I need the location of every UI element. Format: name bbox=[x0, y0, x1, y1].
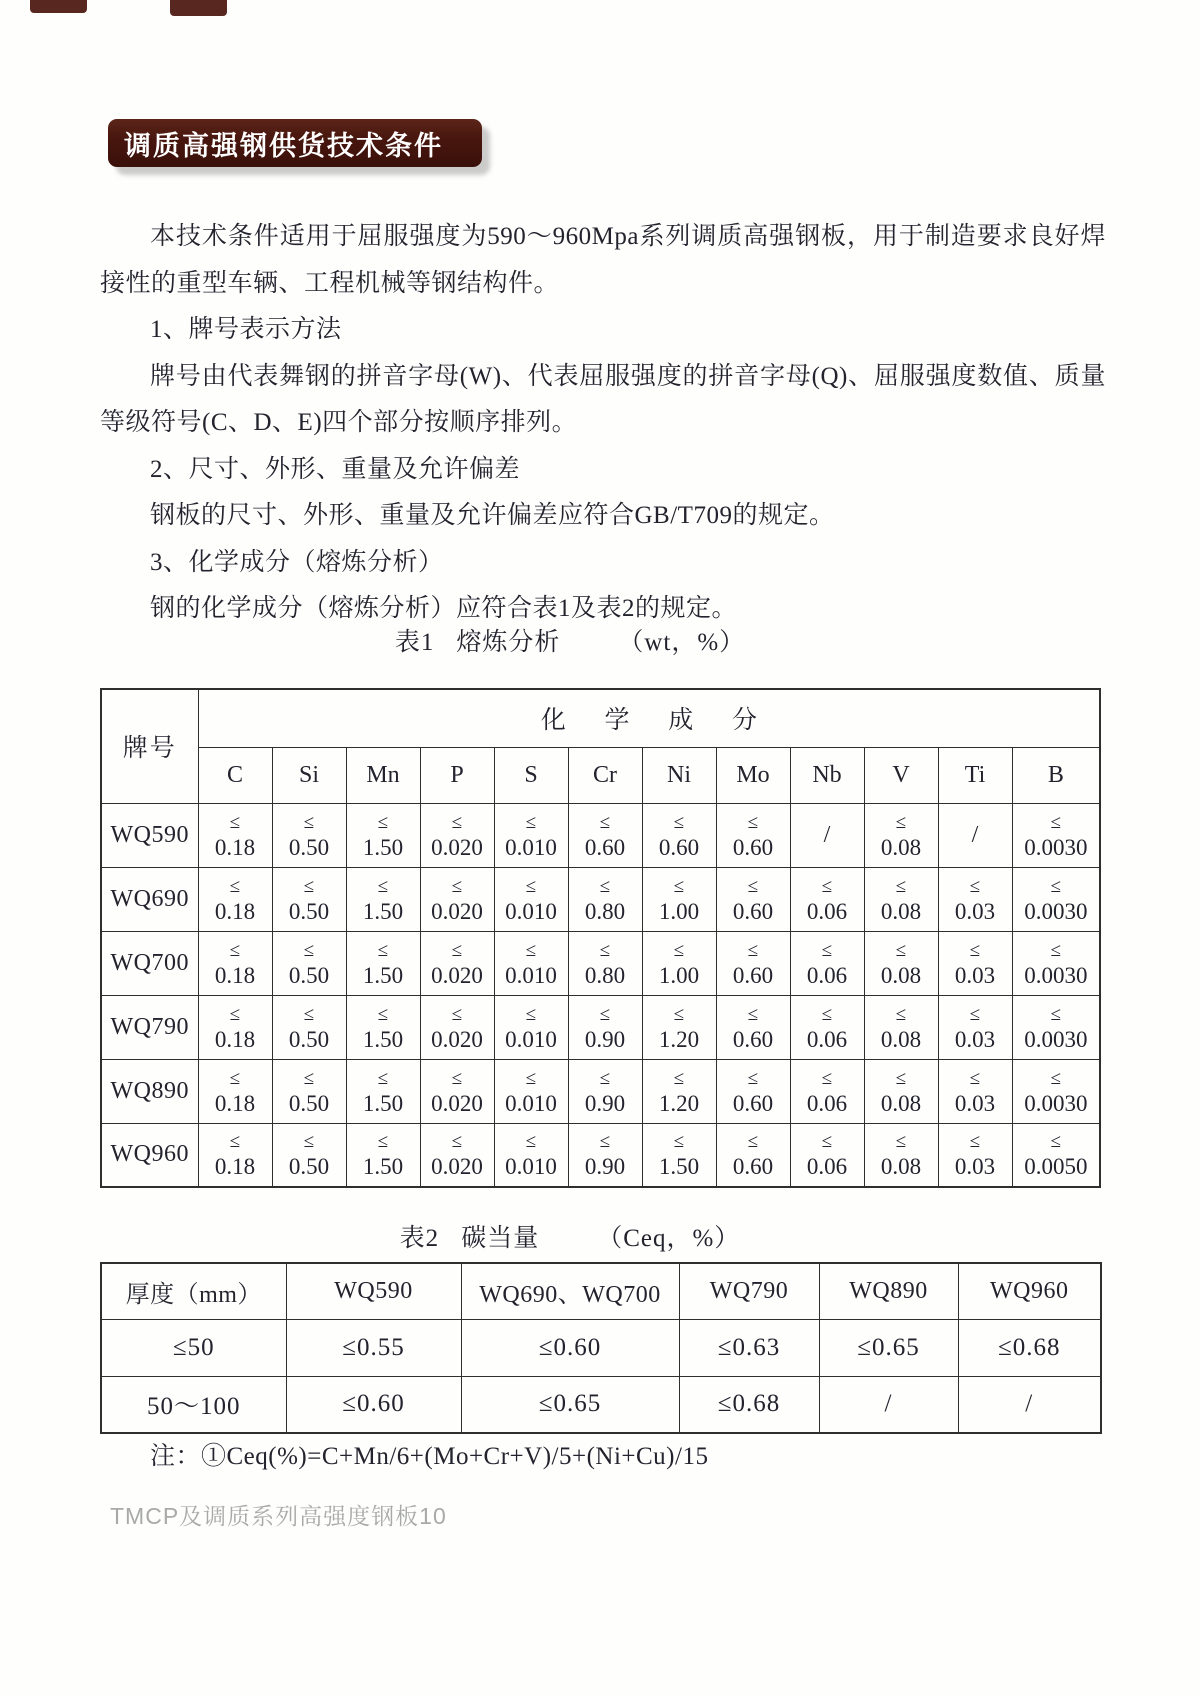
limit-value: 0.60 bbox=[732, 898, 774, 924]
table1-grade-column-header: 牌号 bbox=[101, 689, 198, 803]
value-cell: / bbox=[819, 1376, 958, 1433]
value-cell bbox=[272, 931, 346, 995]
value-cell bbox=[642, 867, 716, 931]
table1-caption-unit: （wt，%） bbox=[618, 629, 746, 656]
table1-column-header-V: V bbox=[864, 747, 938, 803]
value-cell bbox=[568, 1059, 642, 1123]
value-cell bbox=[198, 1059, 272, 1123]
paragraph-7: 钢的化学成分（熔炼分析）应符合表1及表2的规定。 bbox=[150, 595, 738, 622]
value-cell bbox=[494, 803, 568, 867]
limit-value: 0.0030 bbox=[1024, 898, 1088, 924]
less-equal-symbol: ≤ bbox=[599, 939, 611, 961]
limit-value: 0.60 bbox=[658, 834, 700, 860]
table1-caption-label: 表1 bbox=[394, 629, 435, 656]
value-cell bbox=[790, 931, 864, 995]
value-cell bbox=[716, 995, 790, 1059]
less-equal-symbol: ≤ bbox=[821, 875, 833, 897]
value-cell bbox=[272, 803, 346, 867]
table1-row-WQ690 bbox=[101, 867, 1100, 931]
table2-caption bbox=[100, 1218, 1100, 1254]
limit-value: 0.08 bbox=[880, 1026, 922, 1052]
less-equal-symbol: ≤ bbox=[451, 1067, 463, 1089]
less-equal-symbol: ≤ bbox=[525, 939, 537, 961]
value-cell bbox=[568, 931, 642, 995]
less-equal-symbol: ≤ bbox=[599, 811, 611, 833]
limit-value: 0.06 bbox=[806, 1090, 848, 1116]
table2-header-row bbox=[101, 1263, 1101, 1319]
table1-column-header-Ni: Ni bbox=[642, 747, 716, 803]
limit-value: 0.80 bbox=[584, 962, 626, 988]
limit-value: 0.010 bbox=[505, 1090, 557, 1116]
limit-value: 0.06 bbox=[806, 1026, 848, 1052]
less-equal-symbol: ≤ bbox=[747, 811, 759, 833]
table1-group-header: 化学成分 bbox=[198, 689, 1100, 747]
limit-value: 1.20 bbox=[658, 1090, 700, 1116]
limit-value: 0.08 bbox=[880, 962, 922, 988]
section-header-title: 调质高强钢供货技术条件 bbox=[124, 130, 443, 161]
less-equal-symbol: ≤ bbox=[229, 811, 241, 833]
less-equal-symbol: ≤ bbox=[451, 1003, 463, 1025]
less-equal-symbol: ≤ bbox=[1050, 1067, 1062, 1089]
value-cell: ≤0.65 bbox=[461, 1376, 679, 1433]
value-cell bbox=[642, 931, 716, 995]
table1-column-header-Si: Si bbox=[272, 747, 346, 803]
value-cell bbox=[198, 931, 272, 995]
value-cell bbox=[716, 1059, 790, 1123]
less-equal-symbol: ≤ bbox=[673, 939, 685, 961]
value-cell bbox=[938, 1059, 1012, 1123]
less-equal-symbol: ≤ bbox=[895, 875, 907, 897]
less-equal-symbol: ≤ bbox=[747, 939, 759, 961]
less-equal-symbol: ≤ bbox=[895, 1131, 907, 1153]
less-equal-symbol: ≤ bbox=[673, 1003, 685, 1025]
limit-value: 0.0030 bbox=[1024, 962, 1088, 988]
carbon-equivalent-table bbox=[100, 1262, 1102, 1434]
less-equal-symbol: ≤ bbox=[377, 1003, 389, 1025]
value-cell bbox=[346, 803, 420, 867]
table1-column-header-S: S bbox=[494, 747, 568, 803]
less-equal-symbol: ≤ bbox=[895, 811, 907, 833]
value-cell bbox=[420, 995, 494, 1059]
value-cell bbox=[716, 931, 790, 995]
less-equal-symbol: ≤ bbox=[303, 875, 315, 897]
paragraph-1: 本技术条件适用于屈服强度为590～960Mpa系列调质高强钢板，用于制造要求良好焊接性的重型车辆、工程机械等钢结构件。 bbox=[100, 223, 1106, 297]
limit-value: 0.020 bbox=[431, 962, 483, 988]
less-equal-symbol: ≤ bbox=[377, 875, 389, 897]
limit-value: 0.08 bbox=[880, 1154, 922, 1180]
value-cell: ≤0.60 bbox=[461, 1319, 679, 1376]
value-cell: ≤0.65 bbox=[819, 1319, 958, 1376]
less-equal-symbol: ≤ bbox=[451, 939, 463, 961]
limit-value: 0.010 bbox=[505, 898, 557, 924]
table1-column-header-Mo: Mo bbox=[716, 747, 790, 803]
table2-column-header: WQ690、WQ700 bbox=[461, 1263, 679, 1319]
value-cell bbox=[420, 1059, 494, 1123]
less-equal-symbol: ≤ bbox=[747, 1067, 759, 1089]
value-cell bbox=[346, 867, 420, 931]
table1-caption-title: 熔炼分析 bbox=[456, 629, 561, 656]
value-cell: / bbox=[958, 1376, 1101, 1433]
value-cell bbox=[494, 931, 568, 995]
limit-value: 0.18 bbox=[214, 834, 256, 860]
limit-value: 0.06 bbox=[806, 898, 848, 924]
value-cell bbox=[568, 1123, 642, 1187]
table1-row-WQ590 bbox=[101, 803, 1100, 867]
value-cell bbox=[1012, 1123, 1100, 1187]
value-cell bbox=[790, 995, 864, 1059]
footnote: 注：①Ceq(%)=C+Mn/6+(Mo+Cr+V)/5+(Ni+Cu)/15 bbox=[150, 1443, 709, 1470]
value-cell bbox=[790, 1123, 864, 1187]
paragraph-4: 2、尺寸、外形、重量及允许偏差 bbox=[150, 455, 521, 483]
value-cell bbox=[272, 1059, 346, 1123]
table2-column-header: WQ890 bbox=[819, 1263, 958, 1319]
limit-value: 1.50 bbox=[362, 962, 404, 988]
value-cell bbox=[716, 1123, 790, 1187]
limit-value: 0.020 bbox=[431, 1026, 483, 1052]
limit-value: 0.90 bbox=[584, 1090, 626, 1116]
limit-value: 0.06 bbox=[806, 1154, 848, 1180]
table1-row-WQ890 bbox=[101, 1059, 1100, 1123]
value-cell bbox=[1012, 867, 1100, 931]
less-equal-symbol: ≤ bbox=[525, 1067, 537, 1089]
value-cell bbox=[642, 1059, 716, 1123]
limit-value: 0.50 bbox=[288, 1154, 330, 1180]
body-text bbox=[100, 214, 1106, 633]
limit-value: 0.08 bbox=[880, 1090, 922, 1116]
grade-cell: WQ690 bbox=[101, 867, 198, 931]
value-cell bbox=[272, 867, 346, 931]
less-equal-symbol: ≤ bbox=[895, 1003, 907, 1025]
less-equal-symbol: ≤ bbox=[377, 939, 389, 961]
value-cell bbox=[642, 1123, 716, 1187]
value-cell bbox=[494, 867, 568, 931]
less-equal-symbol: ≤ bbox=[969, 939, 981, 961]
less-equal-symbol: ≤ bbox=[821, 1003, 833, 1025]
value-cell bbox=[864, 931, 938, 995]
value-cell bbox=[642, 803, 716, 867]
less-equal-symbol: ≤ bbox=[673, 1067, 685, 1089]
less-equal-symbol: ≤ bbox=[895, 1067, 907, 1089]
table2-caption-title: 碳当量 bbox=[461, 1225, 540, 1252]
value-cell bbox=[346, 1123, 420, 1187]
grade-cell: WQ890 bbox=[101, 1059, 198, 1123]
limit-value: 1.20 bbox=[658, 1026, 700, 1052]
table1-caption bbox=[100, 622, 1100, 658]
table1-group-header-row bbox=[101, 689, 1100, 747]
table1-row-WQ700 bbox=[101, 931, 1100, 995]
value-cell bbox=[420, 803, 494, 867]
paragraph-2: 1、牌号表示方法 bbox=[150, 316, 342, 343]
less-equal-symbol: ≤ bbox=[229, 875, 241, 897]
table2-caption-unit: （Ceq，%） bbox=[597, 1225, 741, 1252]
value-cell bbox=[864, 1123, 938, 1187]
value-cell bbox=[568, 803, 642, 867]
value-cell bbox=[272, 995, 346, 1059]
limit-value: 1.50 bbox=[658, 1154, 700, 1180]
less-equal-symbol: ≤ bbox=[969, 1003, 981, 1025]
value-cell: ≤0.63 bbox=[679, 1319, 819, 1376]
table1-column-header-B: B bbox=[1012, 747, 1100, 803]
paragraph-5: 钢板的尺寸、外形、重量及允许偏差应符合GB/T709的规定。 bbox=[150, 502, 835, 529]
limit-value: 0.50 bbox=[288, 898, 330, 924]
value-cell bbox=[864, 995, 938, 1059]
value-cell bbox=[420, 867, 494, 931]
limit-value: 0.010 bbox=[505, 834, 557, 860]
limit-value: 0.08 bbox=[880, 898, 922, 924]
less-equal-symbol: ≤ bbox=[303, 1131, 315, 1153]
less-equal-symbol: ≤ bbox=[821, 1067, 833, 1089]
limit-value: 0.020 bbox=[431, 1154, 483, 1180]
value-cell bbox=[346, 1059, 420, 1123]
value-cell bbox=[494, 1123, 568, 1187]
value-cell bbox=[494, 1059, 568, 1123]
grade-cell: WQ700 bbox=[101, 931, 198, 995]
limit-value: 0.18 bbox=[214, 962, 256, 988]
value-cell bbox=[198, 867, 272, 931]
less-equal-symbol: ≤ bbox=[229, 1131, 241, 1153]
less-equal-symbol: ≤ bbox=[673, 875, 685, 897]
limit-value: 0.010 bbox=[505, 1154, 557, 1180]
limit-value: 0.90 bbox=[584, 1026, 626, 1052]
value-cell bbox=[938, 931, 1012, 995]
limit-value: 0.60 bbox=[732, 834, 774, 860]
value-cell bbox=[790, 867, 864, 931]
less-equal-symbol: ≤ bbox=[525, 1131, 537, 1153]
value-cell bbox=[938, 995, 1012, 1059]
value-cell: ≤0.60 bbox=[286, 1376, 461, 1433]
value-cell: ≤0.55 bbox=[286, 1319, 461, 1376]
scan-artifact-mark bbox=[170, 0, 227, 16]
limit-value: 0.03 bbox=[954, 1154, 996, 1180]
table1-row-WQ790 bbox=[101, 995, 1100, 1059]
value-cell bbox=[864, 1059, 938, 1123]
table1-column-header-C: C bbox=[198, 747, 272, 803]
less-equal-symbol: ≤ bbox=[969, 1067, 981, 1089]
limit-value: 0.020 bbox=[431, 1090, 483, 1116]
limit-value: 0.90 bbox=[584, 1154, 626, 1180]
less-equal-symbol: ≤ bbox=[451, 1131, 463, 1153]
table2-column-header: 厚度（mm） bbox=[101, 1263, 286, 1319]
less-equal-symbol: ≤ bbox=[377, 811, 389, 833]
limit-value: 0.020 bbox=[431, 898, 483, 924]
value-cell bbox=[568, 867, 642, 931]
less-equal-symbol: ≤ bbox=[895, 939, 907, 961]
grade-cell: WQ960 bbox=[101, 1123, 198, 1187]
value-cell bbox=[346, 931, 420, 995]
section-header-badge bbox=[108, 119, 482, 167]
less-equal-symbol: ≤ bbox=[821, 939, 833, 961]
table2-row-2 bbox=[101, 1376, 1101, 1433]
value-cell: ≤50 bbox=[101, 1319, 286, 1376]
less-equal-symbol: ≤ bbox=[229, 939, 241, 961]
table1-row-WQ960 bbox=[101, 1123, 1100, 1187]
value-cell: ≤0.68 bbox=[958, 1319, 1101, 1376]
less-equal-symbol: ≤ bbox=[969, 875, 981, 897]
limit-value: 0.50 bbox=[288, 1026, 330, 1052]
table1-column-header-Ti: Ti bbox=[938, 747, 1012, 803]
limit-value: 0.80 bbox=[584, 898, 626, 924]
value-cell bbox=[1012, 931, 1100, 995]
limit-value: 0.010 bbox=[505, 1026, 557, 1052]
limit-value: 0.06 bbox=[806, 962, 848, 988]
limit-value: 0.60 bbox=[584, 834, 626, 860]
table1-column-header-Cr: Cr bbox=[568, 747, 642, 803]
paragraph-3: 牌号由代表舞钢的拼音字母(W)、代表屈服强度的拼音字母(Q)、屈服强度数值、质量等级符号(C、D、E)四个部分按顺序排列。 bbox=[100, 362, 1106, 436]
less-equal-symbol: ≤ bbox=[1050, 811, 1062, 833]
value-cell bbox=[938, 867, 1012, 931]
value-cell bbox=[864, 867, 938, 931]
value-cell bbox=[198, 803, 272, 867]
limit-value: 0.50 bbox=[288, 834, 330, 860]
limit-value: 0.010 bbox=[505, 962, 557, 988]
limit-value: 0.0030 bbox=[1024, 1026, 1088, 1052]
less-equal-symbol: ≤ bbox=[1050, 1003, 1062, 1025]
value-cell bbox=[1012, 995, 1100, 1059]
less-equal-symbol: ≤ bbox=[525, 1003, 537, 1025]
less-equal-symbol: ≤ bbox=[747, 1131, 759, 1153]
less-equal-symbol: ≤ bbox=[747, 1003, 759, 1025]
value-cell: / bbox=[790, 803, 864, 867]
limit-value: 0.08 bbox=[880, 834, 922, 860]
value-cell bbox=[346, 995, 420, 1059]
limit-value: 1.50 bbox=[362, 1090, 404, 1116]
limit-value: 1.00 bbox=[658, 962, 700, 988]
less-equal-symbol: ≤ bbox=[599, 1131, 611, 1153]
limit-value: 0.50 bbox=[288, 962, 330, 988]
less-equal-symbol: ≤ bbox=[673, 811, 685, 833]
value-cell bbox=[420, 1123, 494, 1187]
less-equal-symbol: ≤ bbox=[303, 939, 315, 961]
table1-column-header-P: P bbox=[420, 747, 494, 803]
value-cell bbox=[420, 931, 494, 995]
value-cell bbox=[494, 995, 568, 1059]
table2-column-header: WQ790 bbox=[679, 1263, 819, 1319]
less-equal-symbol: ≤ bbox=[599, 875, 611, 897]
value-cell: / bbox=[938, 803, 1012, 867]
value-cell bbox=[198, 1123, 272, 1187]
table1-element-header-row bbox=[101, 747, 1100, 803]
less-equal-symbol: ≤ bbox=[229, 1067, 241, 1089]
value-cell bbox=[716, 867, 790, 931]
table2-column-header: WQ590 bbox=[286, 1263, 461, 1319]
value-cell bbox=[790, 1059, 864, 1123]
limit-value: 1.50 bbox=[362, 1026, 404, 1052]
table1-column-header-Nb: Nb bbox=[790, 747, 864, 803]
page-footer: TMCP及调质系列高强度钢板10 bbox=[110, 1503, 447, 1529]
limit-value: 0.60 bbox=[732, 1090, 774, 1116]
limit-value: 1.50 bbox=[362, 898, 404, 924]
limit-value: 0.0050 bbox=[1024, 1154, 1088, 1180]
less-equal-symbol: ≤ bbox=[599, 1067, 611, 1089]
less-equal-symbol: ≤ bbox=[1050, 1131, 1062, 1153]
less-equal-symbol: ≤ bbox=[451, 811, 463, 833]
value-cell: ≤0.68 bbox=[679, 1376, 819, 1433]
less-equal-symbol: ≤ bbox=[1050, 875, 1062, 897]
limit-value: 1.00 bbox=[658, 898, 700, 924]
value-cell bbox=[642, 995, 716, 1059]
limit-value: 0.60 bbox=[732, 1026, 774, 1052]
limit-value: 0.020 bbox=[431, 834, 483, 860]
limit-value: 0.03 bbox=[954, 1090, 996, 1116]
limit-value: 0.03 bbox=[954, 962, 996, 988]
table2-column-header: WQ960 bbox=[958, 1263, 1101, 1319]
value-cell bbox=[1012, 803, 1100, 867]
grade-cell: WQ790 bbox=[101, 995, 198, 1059]
value-cell bbox=[568, 995, 642, 1059]
less-equal-symbol: ≤ bbox=[303, 811, 315, 833]
paragraph-6: 3、化学成分（熔炼分析） bbox=[150, 548, 444, 576]
less-equal-symbol: ≤ bbox=[303, 1067, 315, 1089]
limit-value: 0.18 bbox=[214, 1026, 256, 1052]
limit-value: 0.03 bbox=[954, 898, 996, 924]
value-cell bbox=[938, 1123, 1012, 1187]
less-equal-symbol: ≤ bbox=[377, 1067, 389, 1089]
less-equal-symbol: ≤ bbox=[821, 1131, 833, 1153]
less-equal-symbol: ≤ bbox=[969, 1131, 981, 1153]
limit-value: 0.18 bbox=[214, 1154, 256, 1180]
grade-cell: WQ590 bbox=[101, 803, 198, 867]
limit-value: 0.18 bbox=[214, 898, 256, 924]
limit-value: 0.60 bbox=[732, 962, 774, 988]
less-equal-symbol: ≤ bbox=[525, 811, 537, 833]
limit-value: 0.50 bbox=[288, 1090, 330, 1116]
table2-caption-label: 表2 bbox=[399, 1225, 440, 1252]
less-equal-symbol: ≤ bbox=[673, 1131, 685, 1153]
less-equal-symbol: ≤ bbox=[377, 1131, 389, 1153]
value-cell bbox=[716, 803, 790, 867]
value-cell bbox=[864, 803, 938, 867]
less-equal-symbol: ≤ bbox=[451, 875, 463, 897]
less-equal-symbol: ≤ bbox=[599, 1003, 611, 1025]
value-cell bbox=[198, 995, 272, 1059]
less-equal-symbol: ≤ bbox=[303, 1003, 315, 1025]
table2-row-1 bbox=[101, 1319, 1101, 1376]
value-cell bbox=[272, 1123, 346, 1187]
scan-artifact-mark bbox=[30, 0, 87, 13]
limit-value: 0.18 bbox=[214, 1090, 256, 1116]
less-equal-symbol: ≤ bbox=[525, 875, 537, 897]
limit-value: 0.0030 bbox=[1024, 1090, 1088, 1116]
value-cell bbox=[1012, 1059, 1100, 1123]
limit-value: 0.03 bbox=[954, 1026, 996, 1052]
limit-value: 1.50 bbox=[362, 1154, 404, 1180]
less-equal-symbol: ≤ bbox=[747, 875, 759, 897]
limit-value: 0.0030 bbox=[1024, 834, 1088, 860]
limit-value: 1.50 bbox=[362, 834, 404, 860]
value-cell: 50～100 bbox=[101, 1376, 286, 1433]
table1-column-header-Mn: Mn bbox=[346, 747, 420, 803]
limit-value: 0.60 bbox=[732, 1154, 774, 1180]
less-equal-symbol: ≤ bbox=[229, 1003, 241, 1025]
melt-analysis-table bbox=[100, 688, 1101, 1188]
less-equal-symbol: ≤ bbox=[1050, 939, 1062, 961]
